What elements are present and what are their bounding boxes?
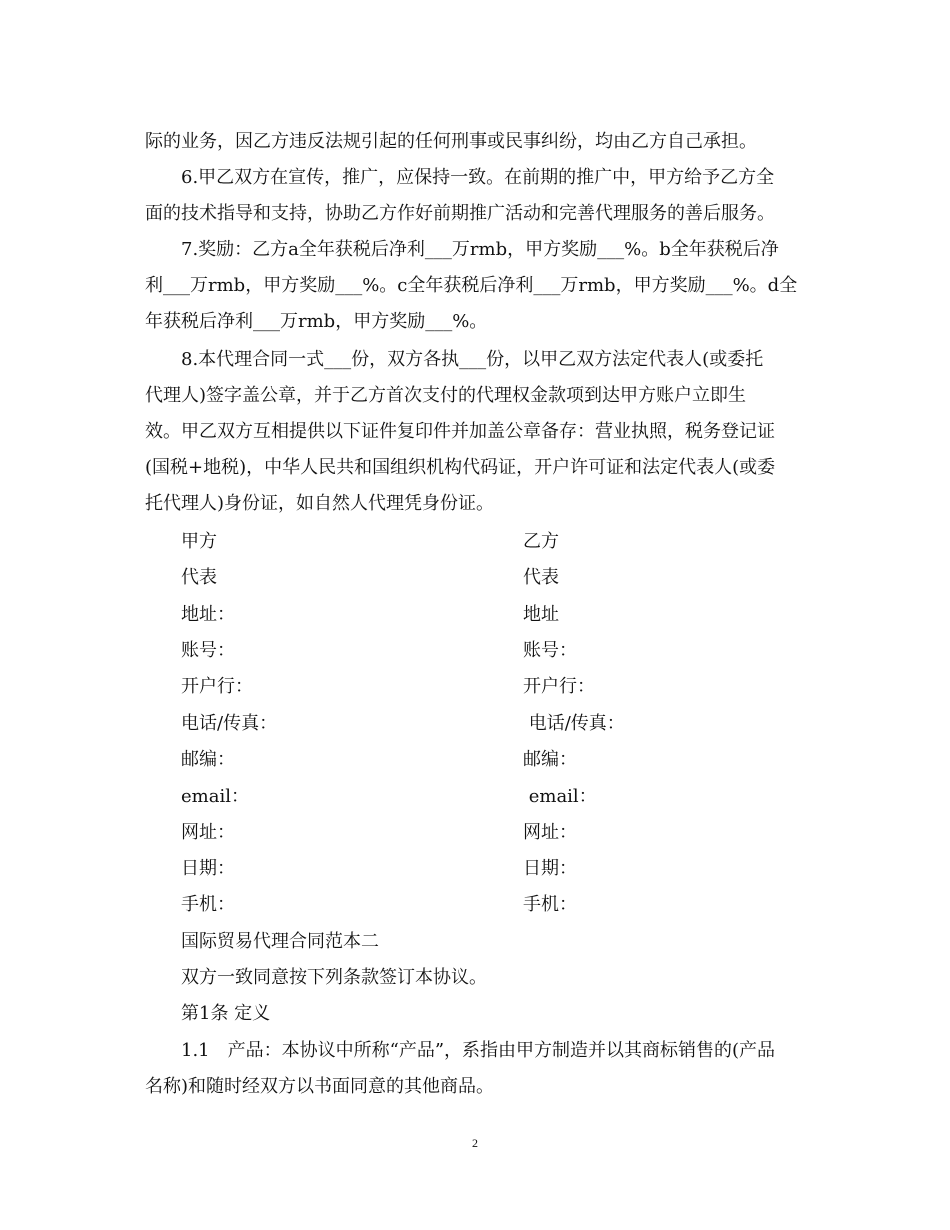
party-a-field: 地址： xyxy=(181,604,235,625)
party-a-field: 邮编： xyxy=(181,749,235,770)
text-line: 1.1 产品：本协议中所称“产品”，系指由甲方制造并以其商标销售的(产品 xyxy=(181,1040,776,1061)
sample-title: 国际贸易代理合同范本二 xyxy=(181,931,379,952)
text-line: (国税+地税)，中华人民共和国组织机构代码证，开户许可证和法定代表人(或委 xyxy=(145,457,776,478)
party-a-field: email： xyxy=(181,786,249,807)
party-b-field: 电话/传真： xyxy=(523,713,625,734)
paragraph-clause-7 xyxy=(145,232,805,340)
text-line: 名称)和随时经双方以书面同意的其他商品。 xyxy=(145,1076,495,1097)
party-b-field: 地址 xyxy=(523,604,559,625)
party-a-field: 开户行： xyxy=(181,676,253,697)
text-line: 6.甲乙双方在宣传，推广，应保持一致。在前期的推广中，甲方给予乙方全 xyxy=(181,167,775,188)
party-a-field: 代表 xyxy=(181,567,217,588)
signature-row-party xyxy=(181,524,801,560)
party-b-field: 开户行： xyxy=(523,676,595,697)
text-line: 年获税后净利___万rmb，甲方奖励___%。 xyxy=(145,311,488,332)
signature-row-phone-fax xyxy=(181,706,801,742)
signature-row-representative xyxy=(181,560,801,596)
paragraph-clause-6 xyxy=(145,160,805,232)
party-a-field: 账号： xyxy=(181,640,235,661)
party-b-field: 日期： xyxy=(523,858,577,879)
party-a-field: 手机： xyxy=(181,894,235,915)
signature-row-website xyxy=(181,815,801,851)
intro-line: 双方一致同意按下列条款签订本协议。 xyxy=(181,967,487,988)
paragraph-clause-8 xyxy=(145,342,805,522)
text-line: 际的业务，因乙方违反法规引起的任何刑事或民事纠纷，均由乙方自己承担。 xyxy=(145,131,757,152)
signature-row-account xyxy=(181,633,801,669)
text-line: 托代理人)身份证，如自然人代理凭身份证。 xyxy=(145,493,495,514)
party-b-field: 账号： xyxy=(523,640,577,661)
text-line: 面的技术指导和支持，协助乙方作好前期推广活动和完善代理服务的善后服务。 xyxy=(145,203,775,224)
text-line: 8.本代理合同一式___份，双方各执___份，以甲乙双方法定代表人(或委托 xyxy=(181,349,764,370)
signature-row-email xyxy=(181,779,801,815)
article-heading: 第1条 定义 xyxy=(181,1003,271,1024)
party-b-field: 手机： xyxy=(523,894,577,915)
party-a-field: 电话/传真： xyxy=(181,713,278,734)
party-a-label: 甲方 xyxy=(181,531,217,552)
party-a-field: 网址： xyxy=(181,822,235,843)
signature-row-postcode xyxy=(181,742,801,778)
text-line: 效。甲乙双方互相提供以下证件复印件并加盖公章备存：营业执照，税务登记证 xyxy=(145,421,775,442)
party-b-label: 乙方 xyxy=(523,531,559,552)
text-line: 7.奖励：乙方a全年获税后净利___万rmb，甲方奖励___%。b全年获税后净 xyxy=(181,239,779,260)
paragraph-clause-1-1 xyxy=(145,1033,805,1105)
signature-row-address xyxy=(181,597,801,633)
party-b-field: 网址： xyxy=(523,822,577,843)
text-line: 代理人)签字盖公章，并于乙方首次支付的代理权金款项到达甲方账户立即生 xyxy=(145,385,747,406)
signature-row-bank xyxy=(181,669,801,705)
signature-row-mobile xyxy=(181,887,801,923)
party-b-field: 邮编： xyxy=(523,749,577,770)
text-line: 利___万rmb，甲方奖励___%。c全年获税后净利___万rmb，甲方奖励___%。d全 xyxy=(145,275,798,296)
party-b-field: 代表 xyxy=(523,567,559,588)
page-number: 2 xyxy=(472,1136,478,1150)
signature-row-date xyxy=(181,851,801,887)
paragraph-continuation xyxy=(145,124,805,160)
party-b-field: email： xyxy=(523,786,597,807)
party-a-field: 日期： xyxy=(181,858,235,879)
